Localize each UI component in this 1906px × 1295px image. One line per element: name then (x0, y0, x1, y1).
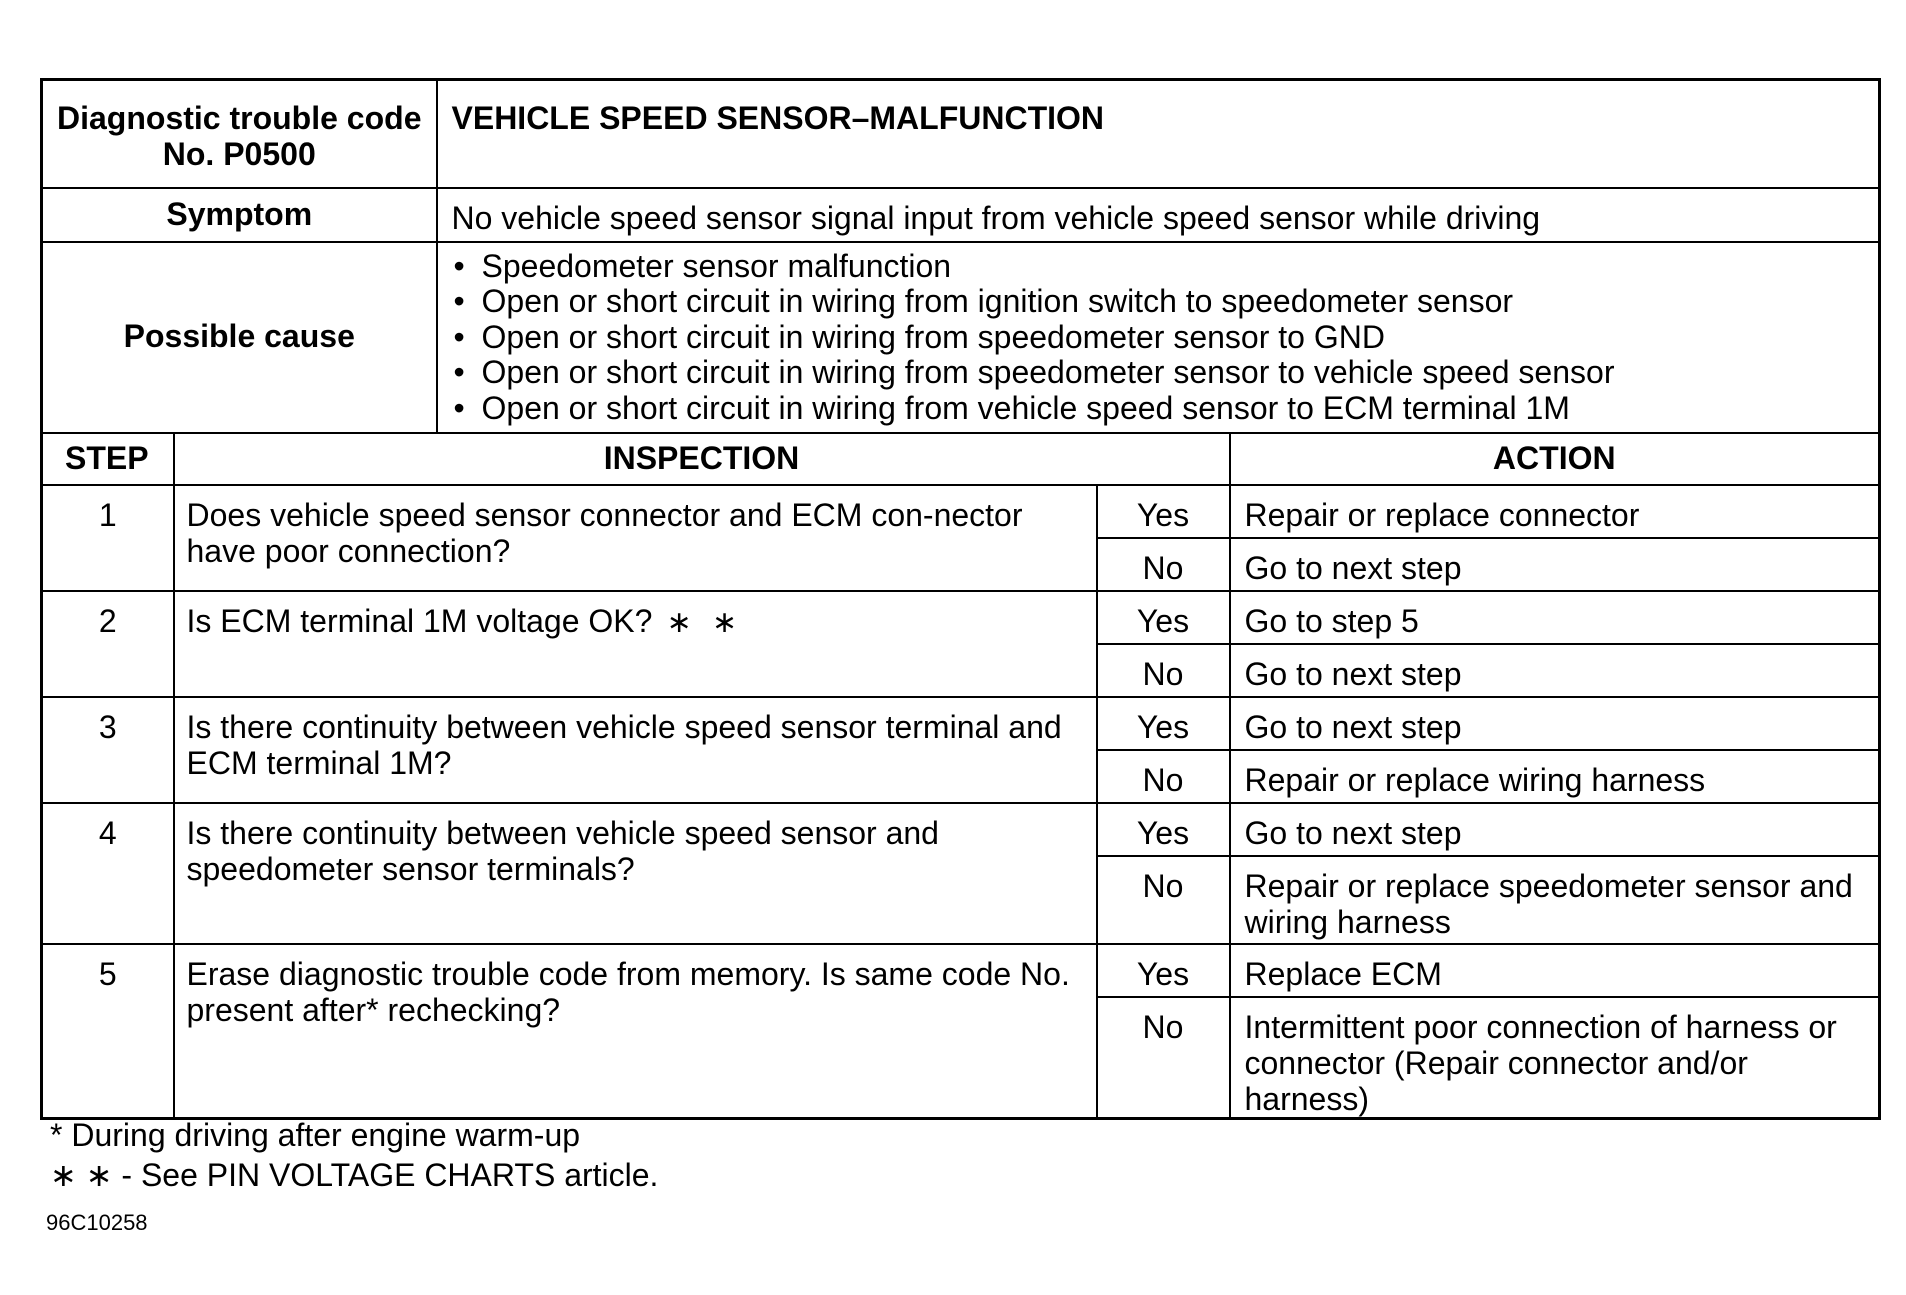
possible-cause-cell (437, 242, 1880, 434)
column-header-row (42, 433, 1880, 485)
inspection-column-header: INSPECTION (174, 433, 1230, 485)
footnotes (50, 1118, 658, 1198)
list-item: • Open or short circuit in wiring from vehicle speed sensor to ECM terminal 1M (453, 389, 1570, 426)
inspection-text: Is there continuity between vehicle speed sensor and speedometer sensor terminals? (174, 803, 1097, 944)
bullet-icon: • (453, 318, 465, 355)
action-text: Repair or replace wiring harness (1230, 750, 1880, 803)
bullet-icon: • (453, 283, 465, 319)
bullet-icon: • (453, 389, 465, 426)
action-text: Go to next step (1230, 538, 1880, 591)
bullet-icon: • (453, 354, 465, 390)
table-row (42, 591, 1880, 644)
possible-cause-list (438, 243, 1879, 433)
diagnostic-table (40, 78, 1881, 1120)
possible-cause-row (42, 242, 1880, 434)
action-text: Go to step 5 (1230, 591, 1880, 644)
yes-label: Yes (1097, 697, 1230, 750)
action-text: Go to next step (1230, 803, 1880, 856)
table-row (42, 803, 1880, 856)
dtc-label: Diagnostic trouble code No. P0500 (42, 80, 437, 188)
yes-label: Yes (1097, 485, 1230, 538)
action-text: Repair or replace connector (1230, 485, 1880, 538)
action-text: Repair or replace speedometer sensor and wiring harness (1230, 856, 1880, 944)
inspection-text: Erase diagnostic trouble code from memory. Is same code No. present after* rechecking? (174, 944, 1097, 1119)
action-column-header: ACTION (1230, 433, 1880, 485)
yes-label: Yes (1097, 803, 1230, 856)
figure-code: 96C10258 (46, 1210, 148, 1235)
pin-voltage-marker: ∗ ∗ (666, 606, 744, 639)
symptom-text: No vehicle speed sensor signal input from vehicle speed sensor while driving (437, 188, 1880, 242)
no-label: No (1097, 644, 1230, 697)
footnote-pin-voltage: ∗ ∗ - See PIN VOLTAGE CHARTS article. (50, 1157, 659, 1193)
inspection-text: Does vehicle speed sensor connector and ECM con-nector have poor connection? (174, 485, 1097, 591)
no-label: No (1097, 750, 1230, 803)
step-number: 4 (42, 803, 174, 944)
no-label: No (1097, 856, 1230, 944)
no-label: No (1097, 538, 1230, 591)
step-number: 3 (42, 697, 174, 803)
yes-label: Yes (1097, 944, 1230, 997)
step-number: 1 (42, 485, 174, 591)
action-text: Intermittent poor connection of harness or connector (Repair connector and/or harness) (1230, 997, 1880, 1119)
action-text: Replace ECM (1230, 944, 1880, 997)
table-row (42, 944, 1880, 997)
list-item: • Open or short circuit in wiring from ignition switch to speedometer sensor (453, 283, 1514, 319)
page-title: VEHICLE SPEED SENSOR–MALFUNCTION (437, 80, 1880, 188)
inspection-text: Is there continuity between vehicle speed sensor terminal and ECM terminal 1M? (174, 697, 1097, 803)
no-label: No (1097, 997, 1230, 1119)
list-item: • Open or short circuit in wiring from speedometer sensor to GND (453, 318, 1385, 355)
bullet-icon: • (453, 247, 465, 284)
yes-label: Yes (1097, 591, 1230, 644)
table-row (42, 697, 1880, 750)
list-item: • Speedometer sensor malfunction (453, 247, 952, 284)
step-number: 2 (42, 591, 174, 697)
list-item: • Open or short circuit in wiring from speedometer sensor to vehicle speed sensor (453, 354, 1615, 390)
table-row (42, 485, 1880, 538)
footnote-driving: * During driving after engine warm-up (50, 1117, 581, 1153)
inspection-text: Is ECM terminal 1M voltage OK? (186, 603, 653, 639)
symptom-label: Symptom (42, 188, 437, 242)
step-column-header: STEP (42, 433, 174, 485)
action-text: Go to next step (1230, 697, 1880, 750)
header-row (42, 80, 1880, 188)
step-number: 5 (42, 944, 174, 1119)
action-text: Go to next step (1230, 644, 1880, 697)
inspection-cell (174, 591, 1097, 697)
possible-cause-label: Possible cause (42, 242, 437, 434)
symptom-row (42, 188, 1880, 242)
